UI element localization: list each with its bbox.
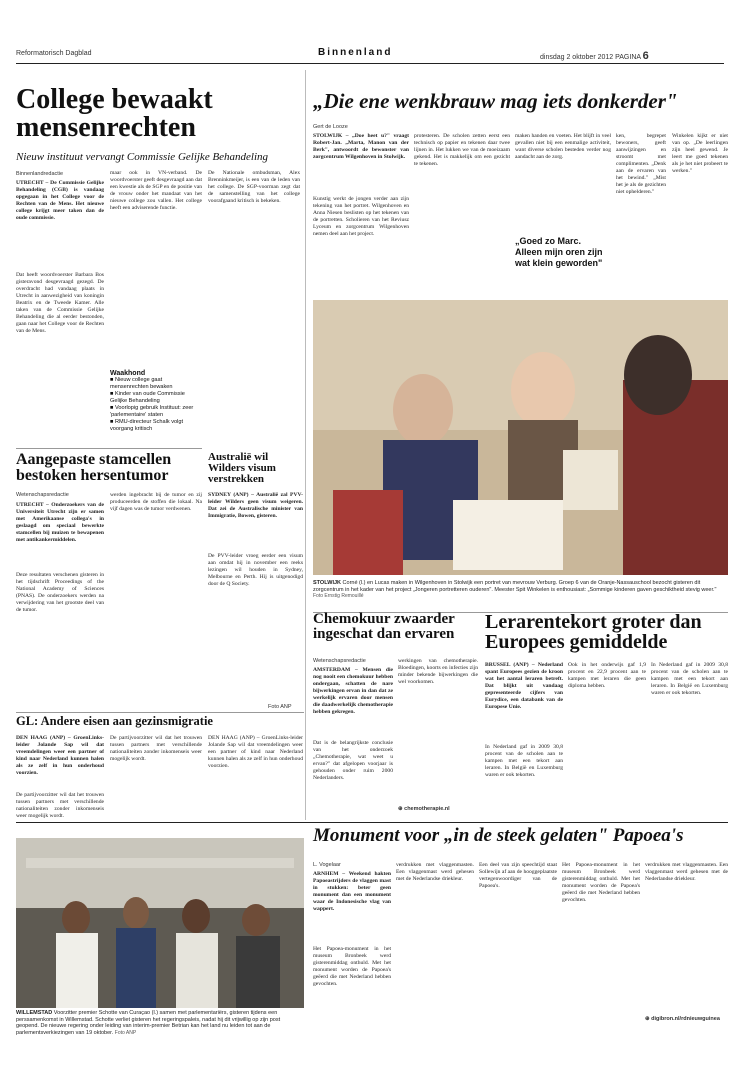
papoea-body-3: Een deel van zijn speechtijd staat Sollewijn af aan de hooggeplaatste vertegenwoordiger van de Papoea's. <box>479 862 557 889</box>
waakhond-title: Waakhond <box>110 370 146 377</box>
papoea-byline: L. Vogelaar <box>313 862 341 868</box>
masthead-publication: Reformatorisch Dagblad <box>16 50 92 57</box>
willemstad-photo-art <box>16 838 304 1008</box>
section-title: Binnenland <box>318 47 393 58</box>
chemo-footer-link: chemotherapie.nl <box>404 806 450 812</box>
stamcellen-body-2: werden ingebracht bij de tumor en zij produceerden de stoffen die lokaal. Na vijf dagen was de tumor verdwenen. <box>110 492 202 512</box>
gl-body-3: DEN HAAG (ANP) – GroenLinks-leider Jolande Sap wil dat vreemdelingen weer een partner of kind naar Nederland kunnen halen als ze zelf in hun onderhoud voorzien. <box>208 735 303 769</box>
papoea-lede: ARNHEM – Weekend hakten Papoeastrijders de vlaggen mast in stukken: beter geen monument dan een monument waar de Indonesische vlag van wappert. <box>313 871 391 912</box>
wenkbrauw-body-4: ken, begrepet bewoners, geeft aanwijzingen en stroomt met complimenten. „Denk aan de ervaren van het bewind." „Mist het je als de gezichten niet ophelderen." <box>616 133 666 195</box>
college-byline: Binnenlandredactie <box>16 171 64 177</box>
papoea-footer <box>645 1016 720 1022</box>
college-body-3: De Nationale ombudsman, Alex Brenninkmeijer, is een van de leden van het college. De SGP-voorman zegt dat de samenstelling van het college voorafgaand kritisch is bekeken. <box>208 170 300 204</box>
globe-icon: ⊕ <box>398 806 403 812</box>
chemo-byline: Wetenschapsredactie <box>313 658 366 664</box>
wenkbrauw-photo-art <box>313 300 728 575</box>
papoea-body-5: verdrukken met vlaggenmasten. Een vlaggenmast werd gehesen met de Nederlandse driekleur. <box>645 862 728 882</box>
wilders-body: De PVV-leider vroeg eerder een visum aan omdat hij in november een reeks lezingen wil houden in Sydney, Melbourne en Perth. Hij is uitgenodigd door de Q Society. <box>208 553 303 587</box>
papoea-body-2: verdrukken met vlaggenmasten. Een vlaggenmast werd gehesen met de Nederlandse driekleur. <box>396 862 474 882</box>
college-body: Dat heeft woordvoerster Barbara Bos gisteravond desgevraagd gezegd. De overdracht had vandaag plaats in Utrecht in aanwezigheid van koningin Beatrix en de Tweede Kamer. Alle taken van de Commissie Gelijke Behandeling die al eerder bestonden, gaan naar het College voor de Rechten van de Mens. <box>16 272 104 334</box>
college-subhead: Nieuw instituut vervangt Commissie Gelijke Behandeling <box>16 151 269 163</box>
wilders-headline: Australië wil Wilders visum verstrekken <box>208 451 276 485</box>
globe-icon: ⊕ <box>645 1016 650 1022</box>
wenkbrauw-body-5: Winkelen kijkt er niet van op. „De leerlingen zijn heel gewend. Je leert me goed tekenen als je het niet probeert te werken." <box>672 133 728 174</box>
wilders-lede: SYDNEY (ANP) – Australië zal PVV-leider Wilders geen visum weigeren. Dat zei de Australische minister van Immigratie, Bowen, gisteren. <box>208 492 303 519</box>
chemo-footer <box>398 806 450 812</box>
leraren-body-2: Ook in het onderwijs gaf 1,9 procent en 22,9 procent aan te kampen met leraren die geen diploma hebben. <box>568 662 646 689</box>
caption-label: STOLWIJK <box>313 580 342 586</box>
stamcellen-body: Deze resultaten verschenen gisteren in het tijdschrift Proceedings of the National Academy of Sciences (PNAS). De onderzoekers werden na verwijdering van het grootste deel van de tumor. <box>16 572 104 613</box>
gl-body: De partijvoorzitter wil dat het trouwen tussen partners met verschillende nationaliteiten zonder inkomenseis weer mogelijk wordt. <box>16 792 104 818</box>
wenkbrauw-caption <box>313 580 728 608</box>
header-rule <box>16 63 724 64</box>
waakhond-item: ■ RMU-directeur Schalk volgt voorgang kritisch <box>110 419 184 432</box>
section-rule <box>16 822 728 823</box>
section-rule <box>16 712 304 713</box>
wenkbrauw-body-3: maken handen en voeten. Het blijft in veel gevallen niet bij een eenmalige activiteit, want diverse scholen besteden verder nog aandacht aan de zorg. <box>515 133 611 160</box>
leraren-lede: BRUSSEL (ANP) – Nederland spant Europees gezien de kroon wat het aantal leraren betreft. Dat blijkt uit vandaag gepresenteerde cijfers van Eurydice, een databank van de Europese Unie. <box>485 662 563 710</box>
stamcellen-headline: Aangepaste stamcellen bestoken hersentumor <box>16 451 172 484</box>
wenkbrauw-body: Kunstig werkt de jongen verder aan zijn tekening van het portret. Wilgenhoven en Anna Niesen beslisten op het tekenen van de portretten. Scholieren van het Reviusz Lyceum en zorgcentrum Wilgenhoven nemen deel aan het project. <box>313 196 409 237</box>
willemstad-caption <box>16 1010 304 1042</box>
wenkbrauw-quote: „Goed zo Marc. Alleen mijn oren zijn wat klein geworden" <box>515 236 603 268</box>
caption-label: WILLEMSTAD <box>16 1010 53 1016</box>
wilders-photo-credit: Foto ANP <box>268 704 292 710</box>
papoea-body-4: Het Papoea-monument in het museum Bronbeek werd gisterenmiddag onthuld. Met het monument worden de Papoea's geëerd die met Nederland hebben gevochten. <box>562 862 640 903</box>
column-divider <box>305 70 306 820</box>
stamcellen-lede: UTRECHT – Onderzoekers van de Universiteit Utrecht zijn er samen met Amerikaanse collega's in geslaagd om speciaal bewerkte stamcellen bij muizen te bewapenen met antikankermiddelen. <box>16 502 104 543</box>
waakhond-item: ■ Kinder van oude Commissie Gelijke Behandeling <box>110 391 185 404</box>
papoea-footer-link: digibron.nl/rdnieuwguinea <box>651 1016 720 1022</box>
papoea-headline: Monument voor „in de steek gelaten" Papoea's <box>313 825 684 846</box>
leraren-headline: Lerarentekort groter dan Europees gemiddelde <box>485 611 702 653</box>
chemo-body-2: werkingen van chemotherapie. Bloedingen, koorts en infecties zijn minder bekende bijwerkingen die wel voorkomen. <box>398 658 478 685</box>
stamcellen-byline: Wetenschapsredactie <box>16 492 69 498</box>
leraren-body: In Nederland gaf in 2009 30,8 procent van de scholen aan te kampen met een tekort aan leraren. In België en Luxemburg waren er ook tekorten. <box>485 744 563 778</box>
gl-headline: GL: Andere eisen aan gezinsmigratie <box>16 714 213 728</box>
masthead-date <box>540 50 649 62</box>
date-text: dinsdag 2 oktober 2012 PAGINA <box>540 54 641 61</box>
waakhond-item: ■ Voorlopig gebruik Instituut: zeer 'parlementaire' staten <box>110 405 194 418</box>
waakhond-box <box>110 370 202 445</box>
wenkbrauw-lede: STOLWIJK – „Doe heet u?" vraagt Robert-Jan. „Marta, Manon van der Berk", antwoordt de bewonster van zorgcentrum Wilgenhoven in Stolwijk. <box>313 133 409 160</box>
college-lede: UTRECHT – De Commissie Gelijke Behandeling (CGB) is vandaag opgegaan in het College voor de Rechten van de Mens. Het nieuwe college krijgt meer taken dan de oude commissie. <box>16 180 104 221</box>
chemo-body: Dat is de belangrijkste conclusie van het onderzoek „Chemotherapie, wat weet u ervan?" dat afgelopen voorjaar is gehouden onder ruim 2000 Nederlanders. <box>313 740 393 781</box>
college-headline: College bewaakt mensenrechten <box>16 84 213 143</box>
caption-text: Voorzitter premier Schotte van Curaçao (l.) samen met parlementariërs, gisteren tijdens een perssamenkomst in Willemstad. Schotte verliet gisteren het regeringspaleis, nadat hij dit vrijwillig op zijn post geopend. De nieuwe regering onder leiding van interim-premier Betrian kan het land nu leiden tot aan de parlementsverkiezingen van 19 oktober. <box>16 1010 281 1036</box>
page-number: 6 <box>642 50 649 62</box>
photo-credit: Foto ANP <box>114 1029 137 1036</box>
papoea-body: Het Papoea-monument in het museum Bronbeek werd gisterenmiddag onthuld. Met het monument worden de Papoea's geëerd die met Nederland hebben gevochten. <box>313 946 391 987</box>
wenkbrauw-body-2: protesteren. De scholen zetten eerst een technisch op papier en tekenen daar twee lijnen in. Het lukken we van de moeizaam gekend. Het is makkelijk om een gezicht te tekenen. <box>414 133 510 167</box>
waakhond-item: ■ Nieuw college gaat mensenrechten bewaken <box>110 377 173 390</box>
gl-body-2: De partijvoorzitter wil dat het trouwen tussen partners met verschillende nationaliteiten zonder inkomenseis weer mogelijk wordt. <box>110 735 202 762</box>
gl-lede: DEN HAAG (ANP) – GroenLinks-leider Jolande Sap wil dat vreemdelingen weer een partner of kind naar Nederland kunnen halen als ze zelf in hun onderhoud voorzien. <box>16 735 104 776</box>
section-rule <box>16 448 202 449</box>
caption-text: Corné (l.) en Lucas maken in Wilgenhoven in Stolwijk een portret van mevrouw Verburg. Groep 6 van de Oranje-Nassauschool bezocht gisteren dit zorgcentrum in het kader van het project „Jongeren portretteren ouderen". Meester Spit Winkelen is enthousiast: „Sommige kinderen gaven geschiktheid stevig weer." <box>313 580 717 593</box>
wenkbrauw-headline: „Die ene wenkbrauw mag iets donkerder" <box>313 89 678 113</box>
wenkbrauw-photo <box>313 300 728 575</box>
chemo-lede: AMSTERDAM – Mensen die nog nooit een chemokuur hebben ondergaan, schatten de nare bijwerkingen ervan in dan dat ze werkelijk ervaren door mensen die daadwerkelijk chemotherapie hebben gekregen. <box>313 667 393 715</box>
college-body-2: maar ook in VN-verband. De woordvoerster geeft desgevraagd aan dat een kwestie als de SGP en de positie van de vrouw onder het mandaat van het nieuwe college zou vallen. Het college heeft een adviserende functie. <box>110 170 202 211</box>
photo-credit: Foto Ernstig Remouillé <box>313 593 364 599</box>
chemo-headline: Chemokuur zwaarder ingeschat dan ervaren <box>313 611 455 642</box>
leraren-body-3: In Nederland gaf in 2009 30,8 procent van de scholen aan te kampen met een tekort aan leraren. In België en Luxemburg waren er ook tekorten. <box>651 662 728 696</box>
willemstad-photo <box>16 838 304 1008</box>
wenkbrauw-byline: Gert de Looze <box>313 124 348 130</box>
